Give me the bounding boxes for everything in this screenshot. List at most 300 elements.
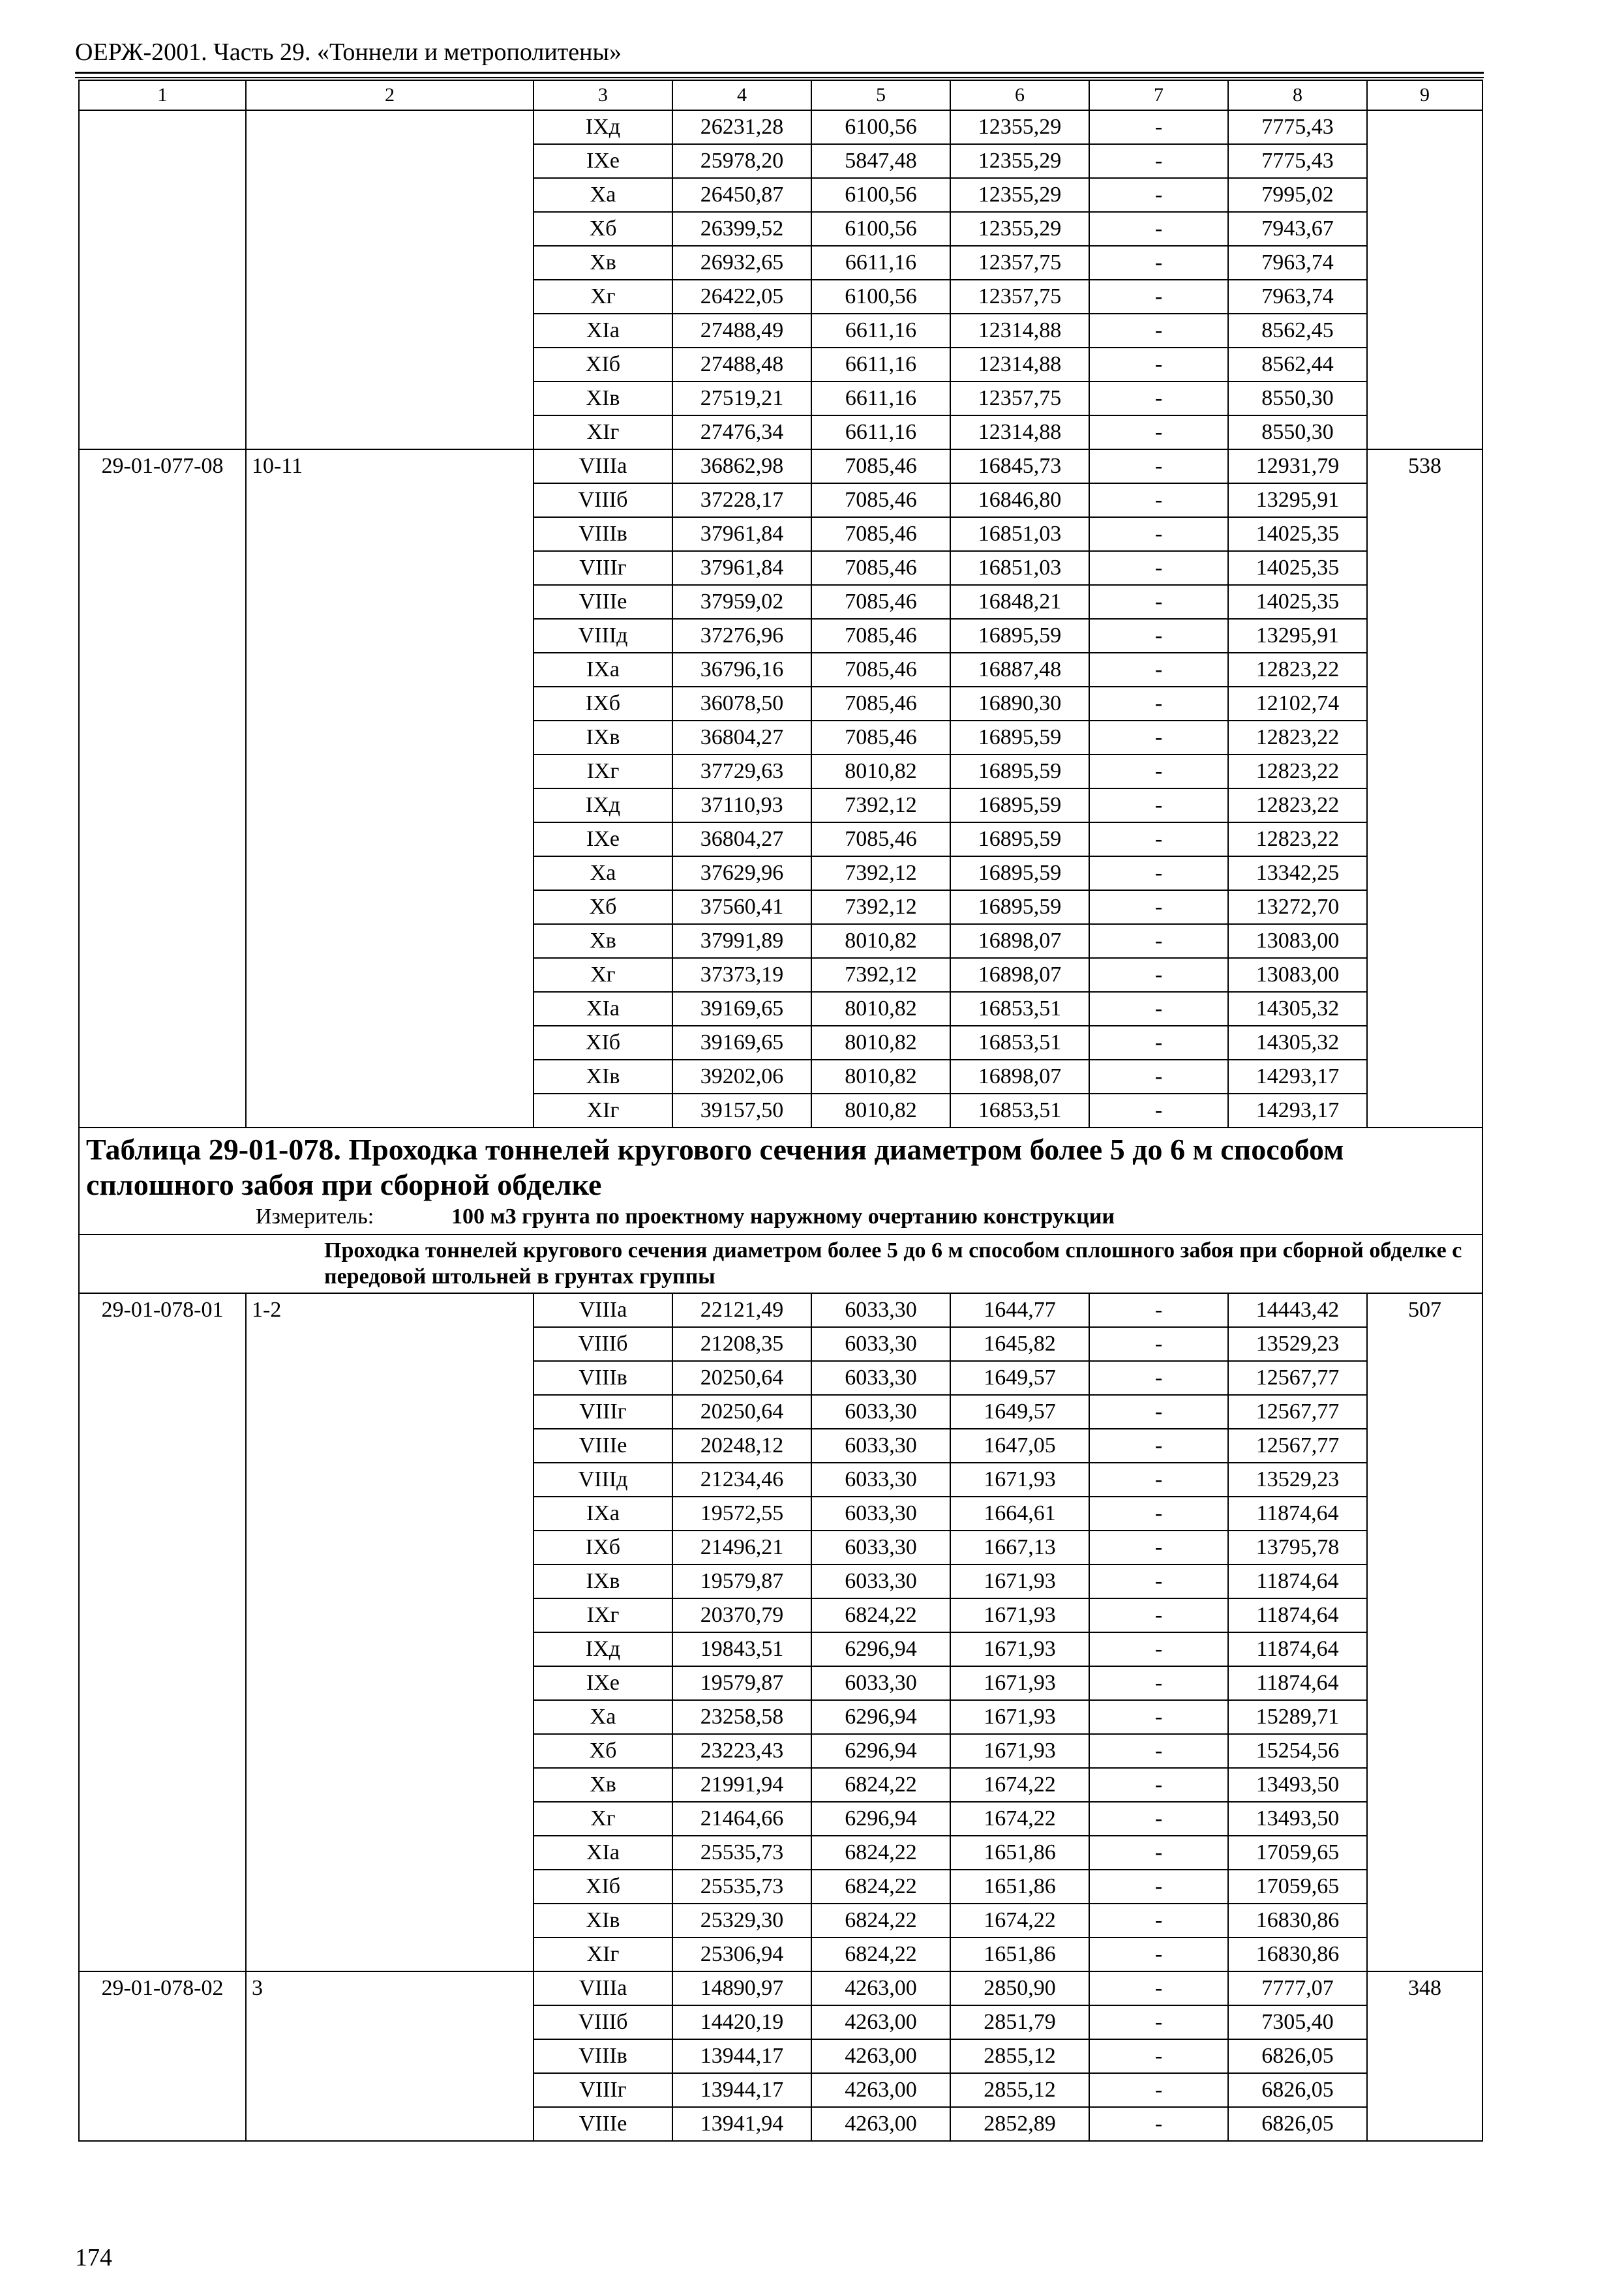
total-cost-cell: 14890,97 <box>672 1971 811 2005</box>
labor-cost-cell: 6824,22 <box>811 1904 950 1937</box>
category-cell: Xв <box>534 246 672 280</box>
driver-wage-cell: - <box>1089 1666 1228 1700</box>
driver-wage-cell: - <box>1089 890 1228 924</box>
rate-code-cell: 29-01-078-01 <box>79 1293 246 1971</box>
materials-cost-cell: 11874,64 <box>1228 1666 1367 1700</box>
total-cost-cell: 37729,63 <box>672 755 811 788</box>
category-cell: Xб <box>534 212 672 246</box>
category-cell: Xг <box>534 280 672 314</box>
rate-code-cell <box>79 110 246 449</box>
labor-cost-cell: 7085,46 <box>811 449 950 483</box>
labor-cost-cell: 8010,82 <box>811 992 950 1026</box>
machine-cost-cell: 16895,59 <box>950 755 1089 788</box>
materials-cost-cell: 7995,02 <box>1228 178 1367 212</box>
materials-cost-cell: 12823,22 <box>1228 653 1367 687</box>
materials-cost-cell: 13529,23 <box>1228 1463 1367 1497</box>
labor-cost-cell: 6296,94 <box>811 1734 950 1768</box>
total-cost-cell: 39169,65 <box>672 992 811 1026</box>
total-cost-cell: 20250,64 <box>672 1361 811 1395</box>
labor-cost-cell: 7085,46 <box>811 653 950 687</box>
total-cost-cell: 37961,84 <box>672 517 811 551</box>
driver-wage-cell: - <box>1089 449 1228 483</box>
column-number: 2 <box>246 80 534 110</box>
column-number: 9 <box>1367 80 1482 110</box>
driver-wage-cell: - <box>1089 1429 1228 1463</box>
driver-wage-cell: - <box>1089 1497 1228 1531</box>
driver-wage-cell: - <box>1089 992 1228 1026</box>
labor-cost-cell: 6033,30 <box>811 1463 950 1497</box>
category-cell: XIв <box>534 1060 672 1094</box>
labor-cost-cell: 6033,30 <box>811 1497 950 1531</box>
total-cost-cell: 36862,98 <box>672 449 811 483</box>
labor-cost-cell: 8010,82 <box>811 1060 950 1094</box>
measure-value: 100 м3 грунта по проектному наружному очертанию конструкции <box>451 1204 1115 1229</box>
labor-cost-cell: 6296,94 <box>811 1632 950 1666</box>
total-cost-cell: 25329,30 <box>672 1904 811 1937</box>
machine-cost-cell: 12314,88 <box>950 415 1089 449</box>
category-cell: VIIIг <box>534 1395 672 1429</box>
materials-cost-cell: 14293,17 <box>1228 1094 1367 1128</box>
total-cost-cell: 27488,49 <box>672 314 811 348</box>
labor-hours-cell: 507 <box>1367 1293 1482 1971</box>
category-cell: XIг <box>534 1094 672 1128</box>
category-cell: IXд <box>534 1632 672 1666</box>
category-cell: IXб <box>534 1531 672 1564</box>
total-cost-cell: 36804,27 <box>672 822 811 856</box>
total-cost-cell: 37629,96 <box>672 856 811 890</box>
measure-label: Измеритель: <box>256 1204 374 1229</box>
total-cost-cell: 27519,21 <box>672 382 811 415</box>
total-cost-cell: 37959,02 <box>672 585 811 619</box>
machine-cost-cell: 1671,93 <box>950 1564 1089 1598</box>
materials-cost-cell: 13529,23 <box>1228 1327 1367 1361</box>
driver-wage-cell: - <box>1089 924 1228 958</box>
category-cell: IXв <box>534 1564 672 1598</box>
labor-cost-cell: 7085,46 <box>811 619 950 653</box>
column-number: 1 <box>79 80 246 110</box>
driver-wage-cell: - <box>1089 246 1228 280</box>
machine-cost-cell: 1649,57 <box>950 1361 1089 1395</box>
labor-cost-cell: 6033,30 <box>811 1666 950 1700</box>
column-number-row <box>79 80 1482 110</box>
machine-cost-cell: 2851,79 <box>950 2005 1089 2039</box>
machine-cost-cell: 2855,12 <box>950 2073 1089 2107</box>
materials-cost-cell: 12931,79 <box>1228 449 1367 483</box>
category-cell: Xв <box>534 924 672 958</box>
driver-wage-cell: - <box>1089 653 1228 687</box>
total-cost-cell: 20370,79 <box>672 1598 811 1632</box>
category-cell: IXв <box>534 721 672 755</box>
category-cell: IXа <box>534 653 672 687</box>
driver-wage-cell: - <box>1089 348 1228 382</box>
labor-cost-cell: 6296,94 <box>811 1700 950 1734</box>
category-cell: IXе <box>534 1666 672 1700</box>
machine-cost-cell: 1651,86 <box>950 1937 1089 1971</box>
category-cell: XIг <box>534 1937 672 1971</box>
machine-cost-cell: 16895,59 <box>950 822 1089 856</box>
category-cell: XIб <box>534 348 672 382</box>
driver-wage-cell: - <box>1089 1094 1228 1128</box>
driver-wage-cell: - <box>1089 1904 1228 1937</box>
machine-cost-cell: 1651,86 <box>950 1870 1089 1904</box>
category-cell: VIIIд <box>534 619 672 653</box>
labor-cost-cell: 8010,82 <box>811 924 950 958</box>
driver-wage-cell: - <box>1089 1026 1228 1060</box>
rate-code-cell: 29-01-077-08 <box>79 449 246 1128</box>
driver-wage-cell: - <box>1089 110 1228 144</box>
category-cell: XIа <box>534 314 672 348</box>
category-cell: Xа <box>534 856 672 890</box>
category-cell: VIIIв <box>534 2039 672 2073</box>
labor-cost-cell: 6033,30 <box>811 1564 950 1598</box>
driver-wage-cell: - <box>1089 280 1228 314</box>
total-cost-cell: 25535,73 <box>672 1836 811 1870</box>
materials-cost-cell: 14305,32 <box>1228 1026 1367 1060</box>
total-cost-cell: 20250,64 <box>672 1395 811 1429</box>
labor-cost-cell: 6824,22 <box>811 1598 950 1632</box>
machine-cost-cell: 16845,73 <box>950 449 1089 483</box>
labor-cost-cell: 4263,00 <box>811 2107 950 2141</box>
category-cell: Xг <box>534 958 672 992</box>
materials-cost-cell: 17059,65 <box>1228 1836 1367 1870</box>
category-cell: XIа <box>534 1836 672 1870</box>
total-cost-cell: 13941,94 <box>672 2107 811 2141</box>
labor-cost-cell: 7085,46 <box>811 585 950 619</box>
total-cost-cell: 25978,20 <box>672 144 811 178</box>
total-cost-cell: 13944,17 <box>672 2039 811 2073</box>
machine-cost-cell: 1671,93 <box>950 1700 1089 1734</box>
materials-cost-cell: 13295,91 <box>1228 483 1367 517</box>
driver-wage-cell: - <box>1089 483 1228 517</box>
column-number: 3 <box>534 80 672 110</box>
driver-wage-cell: - <box>1089 1700 1228 1734</box>
labor-cost-cell: 6033,30 <box>811 1361 950 1395</box>
soil-group-cell: 1-2 <box>246 1293 534 1971</box>
driver-wage-cell: - <box>1089 517 1228 551</box>
category-cell: VIIIг <box>534 2073 672 2107</box>
materials-cost-cell: 14305,32 <box>1228 992 1367 1026</box>
total-cost-cell: 19572,55 <box>672 1497 811 1531</box>
category-cell: VIIIа <box>534 1971 672 2005</box>
materials-cost-cell: 7777,07 <box>1228 1971 1367 2005</box>
materials-cost-cell: 12823,22 <box>1228 721 1367 755</box>
table-subtitle-row <box>79 1234 1482 1293</box>
category-cell: IXд <box>534 788 672 822</box>
category-cell: IXд <box>534 110 672 144</box>
labor-cost-cell: 7085,46 <box>811 721 950 755</box>
total-cost-cell: 37373,19 <box>672 958 811 992</box>
materials-cost-cell: 8550,30 <box>1228 382 1367 415</box>
driver-wage-cell: - <box>1089 2107 1228 2141</box>
total-cost-cell: 39202,06 <box>672 1060 811 1094</box>
category-cell: Xв <box>534 1768 672 1802</box>
labor-cost-cell: 6611,16 <box>811 415 950 449</box>
category-cell: Xб <box>534 1734 672 1768</box>
materials-cost-cell: 12567,77 <box>1228 1395 1367 1429</box>
materials-cost-cell: 7963,74 <box>1228 280 1367 314</box>
category-cell: IXб <box>534 687 672 721</box>
category-cell: XIб <box>534 1026 672 1060</box>
driver-wage-cell: - <box>1089 2039 1228 2073</box>
labor-cost-cell: 7392,12 <box>811 788 950 822</box>
labor-cost-cell: 6033,30 <box>811 1429 950 1463</box>
total-cost-cell: 19579,87 <box>672 1666 811 1700</box>
driver-wage-cell: - <box>1089 1598 1228 1632</box>
materials-cost-cell: 13493,50 <box>1228 1768 1367 1802</box>
machine-cost-cell: 16851,03 <box>950 551 1089 585</box>
materials-cost-cell: 13083,00 <box>1228 958 1367 992</box>
total-cost-cell: 20248,12 <box>672 1429 811 1463</box>
machine-cost-cell: 12355,29 <box>950 144 1089 178</box>
labor-cost-cell: 8010,82 <box>811 1094 950 1128</box>
materials-cost-cell: 14025,35 <box>1228 551 1367 585</box>
labor-cost-cell: 6100,56 <box>811 178 950 212</box>
total-cost-cell: 21464,66 <box>672 1802 811 1836</box>
driver-wage-cell: - <box>1089 721 1228 755</box>
labor-cost-cell: 6611,16 <box>811 246 950 280</box>
machine-cost-cell: 1664,61 <box>950 1497 1089 1531</box>
materials-cost-cell: 12102,74 <box>1228 687 1367 721</box>
labor-cost-cell: 6033,30 <box>811 1327 950 1361</box>
machine-cost-cell: 1647,05 <box>950 1429 1089 1463</box>
labor-cost-cell: 6033,30 <box>811 1531 950 1564</box>
driver-wage-cell: - <box>1089 856 1228 890</box>
category-cell: XIб <box>534 1870 672 1904</box>
labor-cost-cell: 4263,00 <box>811 2073 950 2107</box>
driver-wage-cell: - <box>1089 382 1228 415</box>
rate-code-cell: 29-01-078-02 <box>79 1971 246 2141</box>
column-number: 8 <box>1228 80 1367 110</box>
soil-group-cell <box>246 110 534 449</box>
machine-cost-cell: 1649,57 <box>950 1395 1089 1429</box>
category-cell: XIв <box>534 382 672 415</box>
machine-cost-cell: 1651,86 <box>950 1836 1089 1870</box>
category-cell: VIIIе <box>534 2107 672 2141</box>
labor-cost-cell: 6824,22 <box>811 1870 950 1904</box>
labor-cost-cell: 7085,46 <box>811 551 950 585</box>
total-cost-cell: 37991,89 <box>672 924 811 958</box>
driver-wage-cell: - <box>1089 1293 1228 1327</box>
labor-cost-cell: 6100,56 <box>811 280 950 314</box>
driver-wage-cell: - <box>1089 314 1228 348</box>
materials-cost-cell: 17059,65 <box>1228 1870 1367 1904</box>
total-cost-cell: 26932,65 <box>672 246 811 280</box>
machine-cost-cell: 1674,22 <box>950 1904 1089 1937</box>
column-number: 5 <box>811 80 950 110</box>
total-cost-cell: 13944,17 <box>672 2073 811 2107</box>
materials-cost-cell: 14025,35 <box>1228 517 1367 551</box>
column-number: 4 <box>672 80 811 110</box>
materials-cost-cell: 12823,22 <box>1228 755 1367 788</box>
machine-cost-cell: 12355,29 <box>950 178 1089 212</box>
materials-cost-cell: 7775,43 <box>1228 144 1367 178</box>
materials-cost-cell: 13272,70 <box>1228 890 1367 924</box>
category-cell: Xг <box>534 1802 672 1836</box>
driver-wage-cell: - <box>1089 687 1228 721</box>
category-cell: IXг <box>534 1598 672 1632</box>
category-cell: Xа <box>534 178 672 212</box>
materials-cost-cell: 11874,64 <box>1228 1497 1367 1531</box>
machine-cost-cell: 16895,59 <box>950 856 1089 890</box>
materials-cost-cell: 11874,64 <box>1228 1564 1367 1598</box>
total-cost-cell: 36078,50 <box>672 687 811 721</box>
driver-wage-cell: - <box>1089 1937 1228 1971</box>
total-cost-cell: 37276,96 <box>672 619 811 653</box>
table-title: Таблица 29-01-078. Проходка тоннелей кругового сечения диаметром более 5 до 6 м способом сплошного забоя при сборной обделке <box>86 1133 1344 1201</box>
category-cell: VIIIг <box>534 551 672 585</box>
labor-cost-cell: 7392,12 <box>811 890 950 924</box>
labor-cost-cell: 7085,46 <box>811 517 950 551</box>
materials-cost-cell: 7775,43 <box>1228 110 1367 144</box>
rates-table <box>78 80 1483 2142</box>
machine-cost-cell: 1671,93 <box>950 1666 1089 1700</box>
total-cost-cell: 27476,34 <box>672 415 811 449</box>
total-cost-cell: 37228,17 <box>672 483 811 517</box>
total-cost-cell: 36804,27 <box>672 721 811 755</box>
total-cost-cell: 19579,87 <box>672 1564 811 1598</box>
driver-wage-cell: - <box>1089 619 1228 653</box>
machine-cost-cell: 16898,07 <box>950 924 1089 958</box>
labor-cost-cell: 7085,46 <box>811 687 950 721</box>
driver-wage-cell: - <box>1089 551 1228 585</box>
total-cost-cell: 26422,05 <box>672 280 811 314</box>
table-subtitle: Проходка тоннелей кругового сечения диаметром более 5 до 6 м способом сплошного забоя при сборной обделке с передовой штольней в грунтах группы <box>79 1234 1482 1293</box>
category-cell: VIIIв <box>534 1361 672 1395</box>
column-number: 7 <box>1089 80 1228 110</box>
labor-cost-cell: 6296,94 <box>811 1802 950 1836</box>
category-cell: VIIIд <box>534 1463 672 1497</box>
driver-wage-cell: - <box>1089 1734 1228 1768</box>
category-cell: VIIIа <box>534 449 672 483</box>
labor-cost-cell: 6611,16 <box>811 382 950 415</box>
materials-cost-cell: 16830,86 <box>1228 1904 1367 1937</box>
total-cost-cell: 21234,46 <box>672 1463 811 1497</box>
category-cell: XIг <box>534 415 672 449</box>
total-cost-cell: 37560,41 <box>672 890 811 924</box>
driver-wage-cell: - <box>1089 1802 1228 1836</box>
table-title-row <box>79 1128 1482 1234</box>
materials-cost-cell: 15254,56 <box>1228 1734 1367 1768</box>
machine-cost-cell: 12314,88 <box>950 348 1089 382</box>
materials-cost-cell: 8562,44 <box>1228 348 1367 382</box>
category-cell: XIв <box>534 1904 672 1937</box>
machine-cost-cell: 1671,93 <box>950 1734 1089 1768</box>
labor-hours-cell <box>1367 110 1482 449</box>
total-cost-cell: 21208,35 <box>672 1327 811 1361</box>
machine-cost-cell: 16851,03 <box>950 517 1089 551</box>
materials-cost-cell: 14443,42 <box>1228 1293 1367 1327</box>
materials-cost-cell: 12823,22 <box>1228 822 1367 856</box>
labor-cost-cell: 4263,00 <box>811 2005 950 2039</box>
materials-cost-cell: 7963,74 <box>1228 246 1367 280</box>
labor-cost-cell: 6611,16 <box>811 348 950 382</box>
driver-wage-cell: - <box>1089 212 1228 246</box>
driver-wage-cell: - <box>1089 1564 1228 1598</box>
driver-wage-cell: - <box>1089 1395 1228 1429</box>
table-title-cell <box>79 1128 1482 1234</box>
category-cell: XIа <box>534 992 672 1026</box>
labor-cost-cell: 4263,00 <box>811 2039 950 2073</box>
category-cell: VIIIб <box>534 2005 672 2039</box>
machine-cost-cell: 16848,21 <box>950 585 1089 619</box>
total-cost-cell: 26231,28 <box>672 110 811 144</box>
driver-wage-cell: - <box>1089 178 1228 212</box>
category-cell: VIIIб <box>534 1327 672 1361</box>
materials-cost-cell: 13342,25 <box>1228 856 1367 890</box>
materials-cost-cell: 6826,05 <box>1228 2039 1367 2073</box>
machine-cost-cell: 16898,07 <box>950 958 1089 992</box>
driver-wage-cell: - <box>1089 1632 1228 1666</box>
driver-wage-cell: - <box>1089 2073 1228 2107</box>
labor-cost-cell: 6611,16 <box>811 314 950 348</box>
total-cost-cell: 26450,87 <box>672 178 811 212</box>
materials-cost-cell: 7305,40 <box>1228 2005 1367 2039</box>
labor-hours-cell: 348 <box>1367 1971 1482 2141</box>
labor-cost-cell: 7392,12 <box>811 958 950 992</box>
labor-cost-cell: 6100,56 <box>811 110 950 144</box>
driver-wage-cell: - <box>1089 585 1228 619</box>
machine-cost-cell: 1671,93 <box>950 1463 1089 1497</box>
machine-cost-cell: 1645,82 <box>950 1327 1089 1361</box>
materials-cost-cell: 12823,22 <box>1228 788 1367 822</box>
total-cost-cell: 23258,58 <box>672 1700 811 1734</box>
category-cell: IXе <box>534 144 672 178</box>
machine-cost-cell: 1644,77 <box>950 1293 1089 1327</box>
table-row <box>79 110 1482 144</box>
total-cost-cell: 25535,73 <box>672 1870 811 1904</box>
labor-hours-cell: 538 <box>1367 449 1482 1128</box>
machine-cost-cell: 16895,59 <box>950 890 1089 924</box>
machine-cost-cell: 16853,51 <box>950 992 1089 1026</box>
total-cost-cell: 36796,16 <box>672 653 811 687</box>
materials-cost-cell: 11874,64 <box>1228 1632 1367 1666</box>
machine-cost-cell: 12357,75 <box>950 382 1089 415</box>
soil-group-cell: 10-11 <box>246 449 534 1128</box>
machine-cost-cell: 1674,22 <box>950 1768 1089 1802</box>
total-cost-cell: 21991,94 <box>672 1768 811 1802</box>
materials-cost-cell: 13083,00 <box>1228 924 1367 958</box>
labor-cost-cell: 5847,48 <box>811 144 950 178</box>
driver-wage-cell: - <box>1089 755 1228 788</box>
labor-cost-cell: 7085,46 <box>811 822 950 856</box>
category-cell: IXе <box>534 822 672 856</box>
machine-cost-cell: 16895,59 <box>950 721 1089 755</box>
machine-cost-cell: 12355,29 <box>950 110 1089 144</box>
total-cost-cell: 26399,52 <box>672 212 811 246</box>
machine-cost-cell: 12357,75 <box>950 246 1089 280</box>
materials-cost-cell: 8562,45 <box>1228 314 1367 348</box>
driver-wage-cell: - <box>1089 822 1228 856</box>
materials-cost-cell: 13295,91 <box>1228 619 1367 653</box>
machine-cost-cell: 16890,30 <box>950 687 1089 721</box>
driver-wage-cell: - <box>1089 1463 1228 1497</box>
labor-cost-cell: 7085,46 <box>811 483 950 517</box>
materials-cost-cell: 12567,77 <box>1228 1361 1367 1395</box>
labor-cost-cell: 6824,22 <box>811 1768 950 1802</box>
soil-group-cell: 3 <box>246 1971 534 2141</box>
materials-cost-cell: 11874,64 <box>1228 1598 1367 1632</box>
machine-cost-cell: 16853,51 <box>950 1026 1089 1060</box>
category-cell: VIIIе <box>534 1429 672 1463</box>
table-row <box>79 1293 1482 1327</box>
labor-cost-cell: 8010,82 <box>811 1026 950 1060</box>
labor-cost-cell: 6824,22 <box>811 1836 950 1870</box>
table-row <box>79 449 1482 483</box>
materials-cost-cell: 16830,86 <box>1228 1937 1367 1971</box>
total-cost-cell: 23223,43 <box>672 1734 811 1768</box>
total-cost-cell: 21496,21 <box>672 1531 811 1564</box>
machine-cost-cell: 16895,59 <box>950 788 1089 822</box>
